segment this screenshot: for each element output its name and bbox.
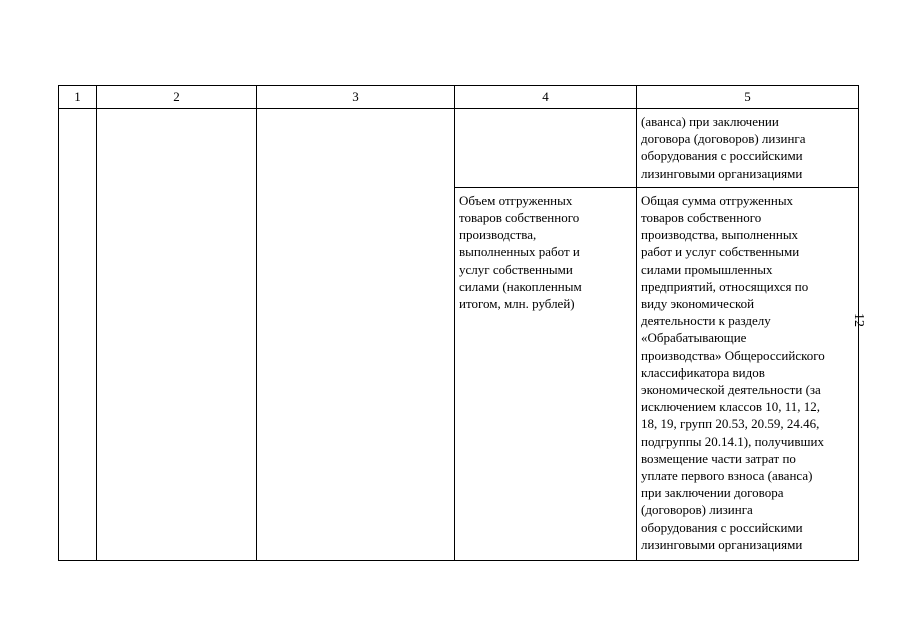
column-number-2: 2 <box>97 86 257 109</box>
cell-col4-empty <box>455 109 637 188</box>
cell-indicator-name <box>455 187 637 560</box>
cell-col5-continued <box>637 109 859 188</box>
continued-description-text: (аванса) при заключении договора (договоров) лизинга оборудования с российскими лизинговыми организациями <box>641 114 806 181</box>
indicator-name-text: Объем отгруженных товаров собственного производства, выполненных работ и услуг собственными силами (накопленным итогом, млн. рублей) <box>459 192 582 312</box>
cell-indicator-description <box>637 187 859 560</box>
table-header-row <box>59 86 859 109</box>
column-number-5: 5 <box>637 86 859 109</box>
cell-col3-empty <box>257 109 455 561</box>
table-row <box>59 109 859 188</box>
column-number-3: 3 <box>257 86 455 109</box>
data-table <box>58 85 859 561</box>
cell-col1-empty <box>59 109 97 561</box>
column-number-1: 1 <box>59 86 97 109</box>
cell-col2-empty <box>97 109 257 561</box>
indicator-description-text: Общая сумма отгруженных товаров собственного производства, выполненных работ и услуг собственными силами промышленных предприятий, относящихся по виду экономической деятельности к разделу «Обрабатывающие производства» Общероссийского классификатора видов экономической деятельности (за исключением классов 10, 11, 12, 18, 19, групп 20.53, 20.59, 24.46, подгруппы 20.14.1), получивших возмещение части затрат по уплате первого взноса (аванса) при заключении договора (договоров) лизинга оборудования с российскими лизинговыми организациями <box>641 192 825 552</box>
column-number-4: 4 <box>455 86 637 109</box>
page-number: 12 <box>851 313 866 327</box>
